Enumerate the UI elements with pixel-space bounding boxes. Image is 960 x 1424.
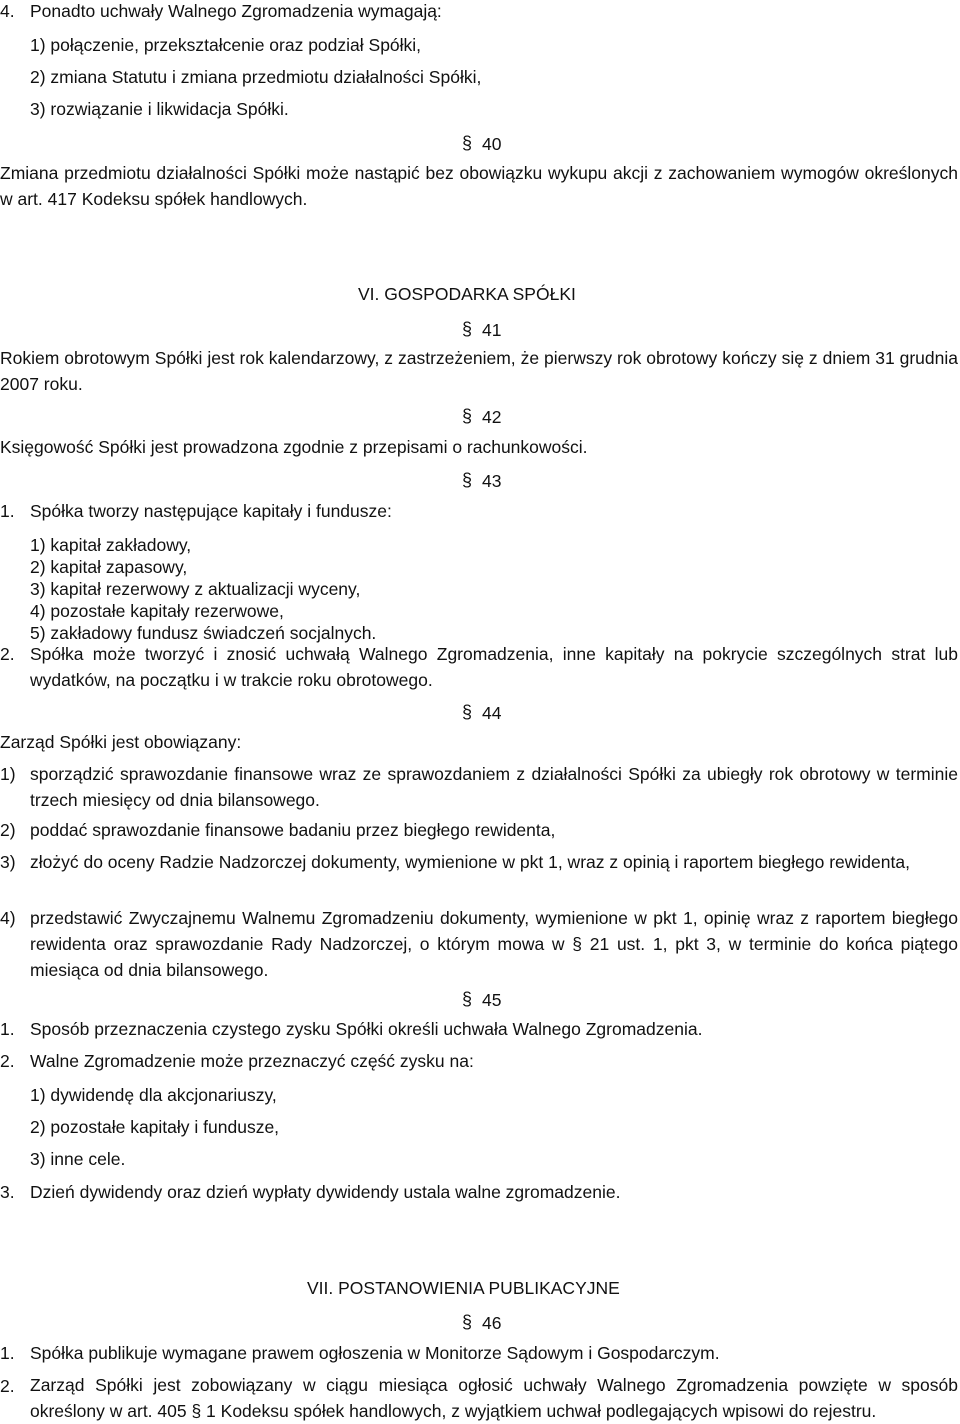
- svg-text:§: §: [462, 989, 473, 1009]
- paragraph-heading-43: § 43: [462, 470, 502, 491]
- item-number: 1): [0, 764, 16, 784]
- svg-text:§: §: [462, 133, 473, 153]
- item-text: Spółka publikuje wymagane prawem ogłoszenia w Monitorze Sądowym i Gospodarczym.: [30, 1343, 720, 1363]
- svg-text:§: §: [462, 406, 473, 426]
- chapter-heading: VII. POSTANOWIENIA PUBLIKACYJNE: [307, 1278, 620, 1298]
- item-number: 2): [0, 820, 16, 840]
- paragraph-heading-46: § 46: [462, 1312, 502, 1333]
- item-number: 2.: [0, 1376, 15, 1396]
- chapter-heading: VI. GOSPODARKA SPÓŁKI: [358, 284, 576, 304]
- item-number: 4.: [0, 1, 15, 21]
- section-sign-icon: [462, 989, 474, 1009]
- svg-text:§: §: [462, 319, 473, 339]
- list-item: 4) pozostałe kapitały rezerwowe,: [30, 601, 284, 621]
- item-number: 1.: [0, 501, 15, 521]
- item-text: Sposób przeznaczenia czystego zysku Spółki określi uchwała Walnego Zgromadzenia.: [30, 1019, 703, 1039]
- paragraph-heading-41: § 41: [462, 319, 502, 340]
- section-sign-icon: [462, 133, 474, 153]
- section-sign-icon: [462, 702, 474, 722]
- item-text: Ponadto uchwały Walnego Zgromadzenia wymagają:: [30, 1, 442, 21]
- svg-text:§: §: [462, 470, 473, 490]
- item-text: Spółka może tworzyć i znosić uchwałą Walnego Zgromadzenia, inne kapitały na pokrycie szczególnych strat lub wydatków, na początku i w trakcie roku obrotowego.: [30, 644, 958, 690]
- paragraph-text: Rokiem obrotowym Spółki jest rok kalendarzowy, z zastrzeżeniem, że pierwszy rok obrotowy kończy się z dniem 31 grudnia 2007 roku.: [0, 348, 958, 394]
- list-item: 3) rozwiązanie i likwidacja Spółki.: [30, 99, 289, 119]
- svg-text:§: §: [462, 1312, 473, 1332]
- list-item: 1) kapitał zakładowy,: [30, 535, 192, 555]
- item-text: Zarząd Spółki jest zobowiązany w ciągu miesiąca ogłosić uchwały Walnego Zgromadzenia powzięte w sposób określony w art. 405 § 1 Kodeksu spółek handlowych, z wyjątkiem uchwał podlegających wpisowi do rejestru.: [30, 1375, 958, 1421]
- item-text: poddać sprawozdanie finansowe badaniu przez biegłego rewidenta,: [30, 820, 556, 840]
- section-sign-icon: [462, 1312, 474, 1332]
- paragraph-intro: Zarząd Spółki jest obowiązany:: [0, 732, 242, 752]
- paragraph-heading-40: § 40: [462, 133, 502, 154]
- paragraph-heading-45: § 45: [462, 989, 502, 1010]
- list-item: 2) kapitał zapasowy,: [30, 557, 188, 577]
- item-text: sporządzić sprawozdanie finansowe wraz ze sprawozdaniem z działalności Spółki za ubiegły rok obrotowy w terminie trzech miesięcy od dnia bilansowego.: [30, 764, 958, 810]
- list-item: 2) pozostałe kapitały i fundusze,: [30, 1117, 280, 1137]
- item-text: Dzień dywidendy oraz dzień wypłaty dywidendy ustala walne zgromadzenie.: [30, 1182, 621, 1202]
- item-number: 2.: [0, 1051, 15, 1071]
- list-item: 3) inne cele.: [30, 1149, 126, 1169]
- item-number: 4): [0, 908, 16, 928]
- item-number: 3.: [0, 1182, 15, 1202]
- item-number: 1.: [0, 1343, 15, 1363]
- svg-text:§: §: [462, 702, 473, 722]
- item-text: przedstawić Zwyczajnemu Walnemu Zgromadzeniu dokumenty, wymienione w pkt 1, opinię wraz z raportem biegłego rewidenta oraz sprawozdanie Rady Nadzorczej, o którym mowa w § 21 ust. 1, pkt 3, w terminie do końca piątego miesiąca od dnia bilansowego.: [30, 908, 958, 980]
- item-text: złożyć do oceny Radzie Nadzorczej dokumenty, wymienione w pkt 1, wraz z opinią i raportem biegłego rewidenta,: [30, 852, 910, 872]
- item-number: 1.: [0, 1019, 15, 1039]
- paragraph-heading-44: § 44: [462, 702, 502, 723]
- paragraph-text: Księgowość Spółki jest prowadzona zgodnie z przepisami o rachunkowości.: [0, 437, 588, 457]
- list-item: 3) kapitał rezerwowy z aktualizacji wyceny,: [30, 579, 361, 599]
- paragraph-heading-42: § 42: [462, 406, 502, 427]
- list-item: 5) zakładowy fundusz świadczeń socjalnych.: [30, 623, 377, 643]
- section-sign-icon: [462, 406, 474, 426]
- paragraph-text: Zmiana przedmiotu działalności Spółki może nastąpić bez obowiązku wykupu akcji z zachowaniem wymogów określonych w art. 417 Kodeksu spółek handlowych.: [0, 163, 958, 209]
- item-number: 2.: [0, 644, 15, 664]
- item-text: Spółka tworzy następujące kapitały i fundusze:: [30, 501, 392, 521]
- item-text: Walne Zgromadzenie może przeznaczyć część zysku na:: [30, 1051, 474, 1071]
- item-number: 3): [0, 852, 16, 872]
- list-item: 2) zmiana Statutu i zmiana przedmiotu działalności Spółki,: [30, 67, 482, 87]
- section-sign-icon: [462, 319, 474, 339]
- list-item: 1) połączenie, przekształcenie oraz podział Spółki,: [30, 35, 422, 55]
- list-item: 1) dywidendę dla akcjonariuszy,: [30, 1085, 277, 1105]
- section-sign-icon: [462, 470, 474, 490]
